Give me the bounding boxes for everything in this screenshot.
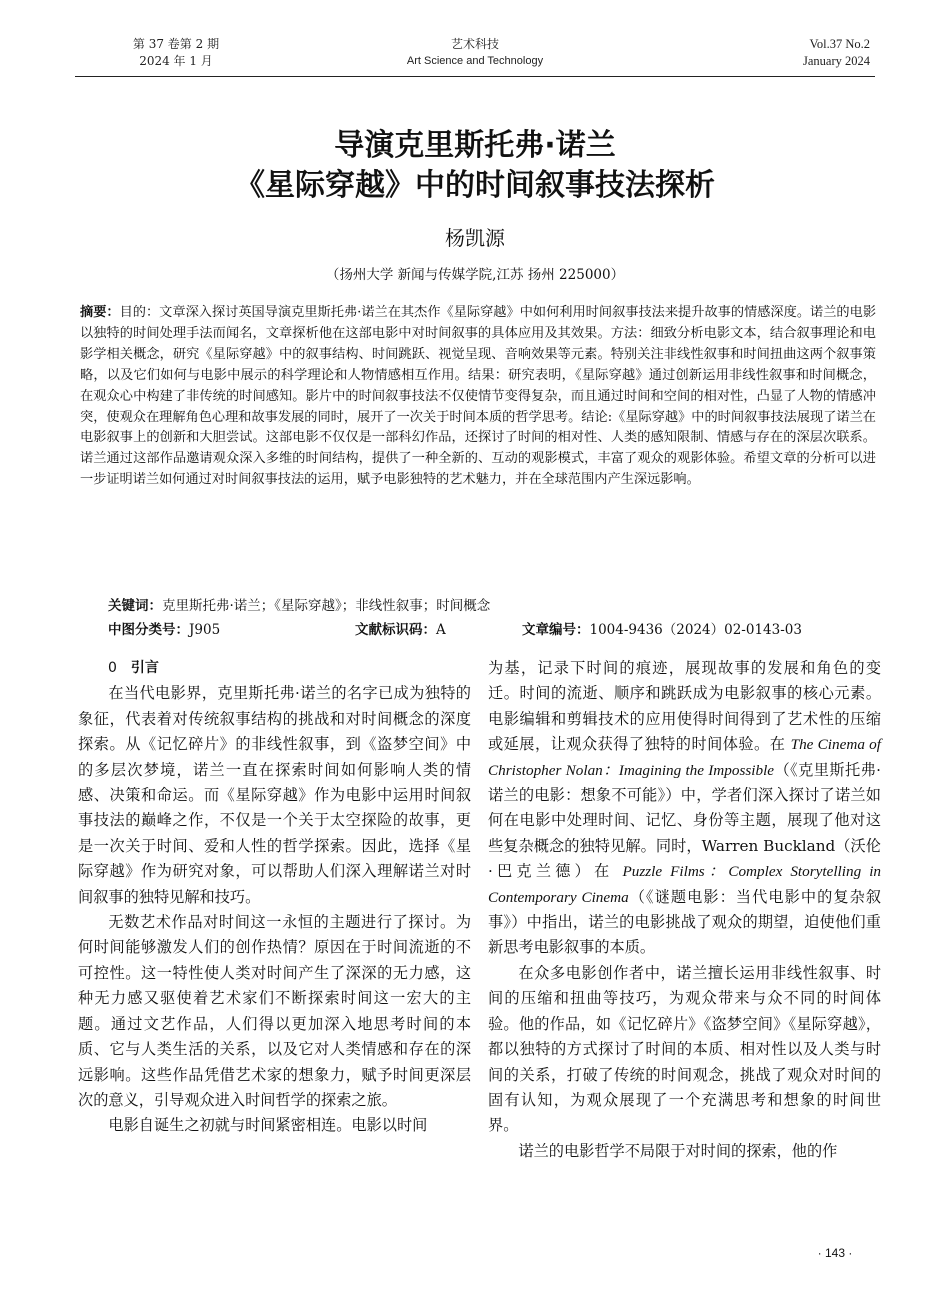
article-id <box>522 620 802 640</box>
journal-name <box>375 36 575 70</box>
paragraph-continued <box>488 656 881 961</box>
book-title: The Cinema of Christopher Nolan：Imagining the Impossible <box>488 736 881 779</box>
journal-name-en: Art Science and Technology <box>406 55 544 67</box>
clc-number <box>108 620 220 640</box>
clc-value: J905 <box>189 622 221 638</box>
journal-issue <box>116 36 236 70</box>
document-code <box>355 620 446 640</box>
issue-date: 2024 年 1 月 <box>139 54 213 68</box>
article-id-label: 文章编号： <box>522 622 590 638</box>
journal-name-cn: 艺术科技 <box>450 37 499 51</box>
paragraph: 在当代电影界，克里斯托弗·诺兰的名字已成为独特的象征，代表着对传统叙事结构的挑战和对时间概念的深度探索。从《记忆碎片》的非线性叙事，到《盗梦空间》中的多层次梦境，诺兰一直在探索时间如何影响人类的情感、决策和命运。而《星际穿越》作为电影中运用时间叙事技法的巅峰之作，不仅是一个关于太空探险的故事，更是一次关于时间、爱和人性的哲学探索。因此，选择《星际穿越》作为研究对象，可以帮助人们深入理解诺兰对时间叙事的独特见解和技巧。 <box>78 684 471 906</box>
article-title-line1: 导演克里斯托弗·诺兰 <box>334 128 616 163</box>
paragraph-text: （《谜题电影：当代电影中的复杂叙事》）中指出，诺兰的电影挑战了观众的期望，迫使他们重新思考电影叙事的本质。 <box>488 887 882 957</box>
paragraph: 诺兰的电影哲学不局限于对时间的探索，他的作 <box>518 1141 838 1160</box>
paragraph: 电影自诞生之初就与时间紧密相连。电影以时间 <box>108 1116 428 1135</box>
keywords-label: 关键词： <box>108 598 162 614</box>
article-id-value: 1004-9436（2024）02-0143-03 <box>589 622 802 638</box>
document-code-value: A <box>436 622 446 638</box>
keywords <box>108 596 876 616</box>
abstract <box>80 303 876 491</box>
paragraph-text: 为基，记录下时间的痕迹，展现故事的发展和角色的变迁。时间的流逝、顺序和跳跃成为电影叙事的核心元素。电影编辑和剪辑技术的应用使得时间得到了艺术性的压缩或延展，让观众获得了独特的时间体验。在 <box>488 659 881 754</box>
body-column-right <box>488 656 881 1164</box>
body-column-left <box>78 656 471 1139</box>
book-title: Puzzle Films：Complex Storytelling in Contemporary Cinema <box>488 863 882 906</box>
paragraph: 无数艺术作品对时间这一永恒的主题进行了探讨。为何时间能够激发人们的创作热情？原因在于时间流逝的不可控性。这一特性使人类对时间产生了深深的无力感，这种无力感又驱使着艺术家们不断探索时间这一宏大的主题。通过文艺作品，人们得以更加深入地思考时间的本质、它与人类生活的关系，以及它对人类情感和存在的深远影响。这些作品凭借艺术家的想象力，赋予时间更深层次的意义，引导观众进入时间哲学的探索之旅。 <box>78 913 471 1109</box>
journal-issue-en <box>740 36 870 70</box>
page-number: · 143 · <box>817 1246 853 1260</box>
section-title: 引言 <box>130 660 159 676</box>
author-affiliation: （扬州大学 新闻与传媒学院,江苏 扬州 225000） <box>325 267 625 283</box>
author-name: 杨凯源 <box>445 226 505 250</box>
abstract-text: 目的：文章深入探讨英国导演克里斯托弗·诺兰在其杰作《星际穿越》中如何利用时间叙事技法来提升故事的情感深度。诺兰的电影以独特的时间处理手法而闻名，文章探析他在这部电影中对时间叙事的具体应用及其效果。方法：细致分析电影文本，结合叙事理论和电影学相关概念，研究《星际穿越》中的叙事结构、时间跳跃、视觉呈现、音响效果等元素。特别关注非线性叙事和时间扭曲这两个叙事策略，以及它们如何与电影中展示的科学理论和人物情感相互作用。结果：研究表明，《星际穿越》通过创新运用非线性叙事和时间概念，在观众心中构建了非传统的时间感知。影片中的时间叙事技法不仅使情节变得复杂，而且通过时间和空间的相对性，凸显了人物的情感冲突，使观众在理解角色心理和故事发展的同时，展开了一次关于时间本质的哲学思考。结论:《星际穿越》中的时间叙事技法展现了诺兰在电影叙事上的创新和大胆尝试。这部电影不仅仅是一部科幻作品，还探讨了时间的相对性、人类的感知限制、情感与存在的深层次联系。诺兰通过这部作品邀请观众深入多维的时间结构，提供了一种全新的、互动的观影模式，丰富了观众的观影体验。希望文章的分析可以进一步证明诺兰如何通过对时间叙事技法的运用，赋予电影独特的艺术魅力，并在全球范围内产生深远影响。 <box>80 305 877 488</box>
header-divider <box>75 76 875 77</box>
paragraph: 在众多电影创作者中，诺兰擅长运用非线性叙事、时间的压缩和扭曲等技巧，为观众带来与众不同的时间体验。他的作品，如《记忆碎片》《盗梦空间》《星际穿越》，都以独特的方式探讨了时间的本质、相对性以及人类与时间的关系，打破了传统的时间观念，挑战了观众对时间的固有认知，为观众展现了一个充满思考和想象的时间世界。 <box>488 963 881 1135</box>
paragraph-text: （《克里斯托弗·诺兰的电影：想象不可能》）中，学者们深入探讨了诺兰如何在电影中处理时间、记忆、身份等主题，展现了他对这些复杂概念的独特见解。同时，Warren Buckland（沃伦·巴克兰德）在 <box>488 760 882 881</box>
issue-volume: 第 37 卷第 2 期 <box>132 37 220 51</box>
keywords-text: 克里斯托弗·诺兰；《星际穿越》；非线性叙事；时间概念 <box>162 598 491 614</box>
issue-date-en: January 2024 <box>803 54 870 68</box>
abstract-label: 摘要： <box>80 305 120 320</box>
document-code-label: 文献标识码： <box>355 622 436 638</box>
article-title-line2: 《星际穿越》中的时间叙事技法探析 <box>235 168 715 203</box>
section-number: 0 <box>108 660 117 676</box>
issue-volume-en: Vol.37 No.2 <box>809 37 870 51</box>
section-heading <box>78 656 471 681</box>
clc-label: 中图分类号： <box>108 622 189 638</box>
